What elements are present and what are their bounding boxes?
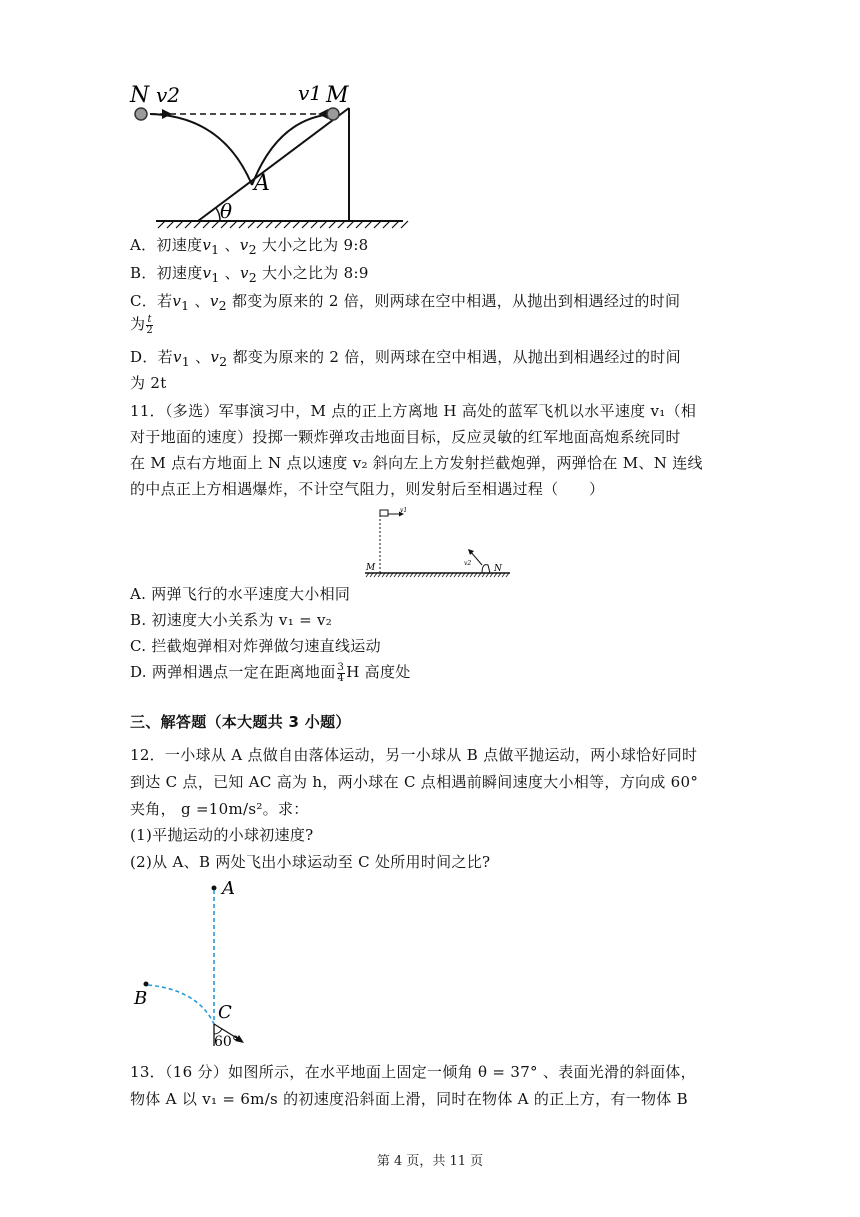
figure-projectile-incline <box>128 78 408 230</box>
figure-free-fall-projectile <box>128 878 268 1050</box>
q10-option-A: A．初速度$v_1$ 、$v_2$ 大小之比为 9:8 <box>130 236 369 257</box>
fig2-label-v1: v1 <box>400 507 408 514</box>
fig2-label-N: N <box>494 564 502 574</box>
q10-option-D: D．若$v_1$ 、$v_2$ 都变为原来的 2 倍，则两球在空中相遇，从抛出到相遇经过的时间 <box>130 348 681 369</box>
fig1-label-A: A <box>254 171 270 196</box>
q11-option-C: C. 拦截炮弹相对炸弹做匀速直线运动 <box>130 637 381 655</box>
q10-option-D-line2: 为 2t <box>130 374 167 392</box>
q11-option-D: D. 两弹相遇点一定在距离地面 $\frac{3}{4}$ H 高度处 <box>130 661 411 684</box>
q13-stem-line1: 13．（16 分）如图所示，在水平地面上固定一倾角 θ = 37° 、表面光滑的斜面体， <box>130 1063 696 1081</box>
section-heading-3: 三、解答题（本大题共 3 小题） <box>130 713 351 731</box>
q11-stem-line3: 在 M 点右方地面上 N 点以速度 v₂ 斜向左上方发射拦截炮弹，两弹恰在 M、N 连线 <box>130 454 703 472</box>
fig3-label-B: B <box>134 988 148 1009</box>
figure-plane-cannon <box>360 505 520 577</box>
fig3-label-A: A <box>222 878 235 899</box>
q10-option-C-line2: 为 $\frac{t}{2}$ <box>130 313 153 336</box>
q11-stem-line2: 对于地面的速度）投掷一颗炸弹攻击地面目标，反应灵敏的红军地面高炮系统同时 <box>130 428 681 446</box>
fig2-label-v2: v2 <box>464 560 472 567</box>
fig3-label-C: C <box>218 1002 232 1023</box>
q13-stem-line2: 物体 A 以 v₁ = 6m/s 的初速度沿斜面上滑，同时在物体 A 的正上方，有一物体 B <box>130 1090 688 1108</box>
fig2-label-M: M <box>366 563 376 573</box>
q11-stem-line1: 11．（多选）军事演习中，M 点的正上方离地 H 高处的蓝军飞机以水平速度 v₁（相 <box>130 402 697 420</box>
fig1-label-v1: v1 <box>298 81 323 105</box>
q12-sub1: (1)平抛运动的小球初速度? <box>130 826 314 844</box>
q11-option-B: B. 初速度大小关系为 v₁ = v₂ <box>130 611 333 629</box>
q10-option-C: C．若$v_1$ 、$v_2$ 都变为原来的 2 倍，则两球在空中相遇，从抛出到相遇经过的时间 <box>130 292 681 313</box>
fig3-label-angle: 60° <box>214 1034 239 1050</box>
fig1-label-M: M <box>326 83 349 108</box>
q11-option-A: A. 两弹飞行的水平速度大小相同 <box>130 585 351 603</box>
q10-option-B: B．初速度$v_1$ 、$v_2$ 大小之比为 8:9 <box>130 264 369 285</box>
fig1-label-N: N <box>130 83 150 108</box>
q12-stem-line1: 12．一小球从 A 点做自由落体运动，另一小球从 B 点做平抛运动，两小球恰好同时 <box>130 746 698 764</box>
page-footer: 第 4 页，共 11 页 <box>376 1154 484 1169</box>
q12-sub2: (2)从 A、B 两处飞出小球运动至 C 处所用时间之比? <box>130 853 491 871</box>
q11-stem-line4: 的中点正上方相遇爆炸，不计空气阻力，则发射后至相遇过程（ ） <box>130 480 605 498</box>
fig1-label-theta: θ <box>220 199 233 223</box>
q12-stem-line3: 夹角， g =10m/s²。求： <box>130 800 309 818</box>
q12-stem-line2: 到达 C 点，已知 AC 高为 h，两小球在 C 点相遇前瞬间速度大小相等，方向成 60° <box>130 773 699 791</box>
fig1-label-v2: v2 <box>156 83 181 107</box>
